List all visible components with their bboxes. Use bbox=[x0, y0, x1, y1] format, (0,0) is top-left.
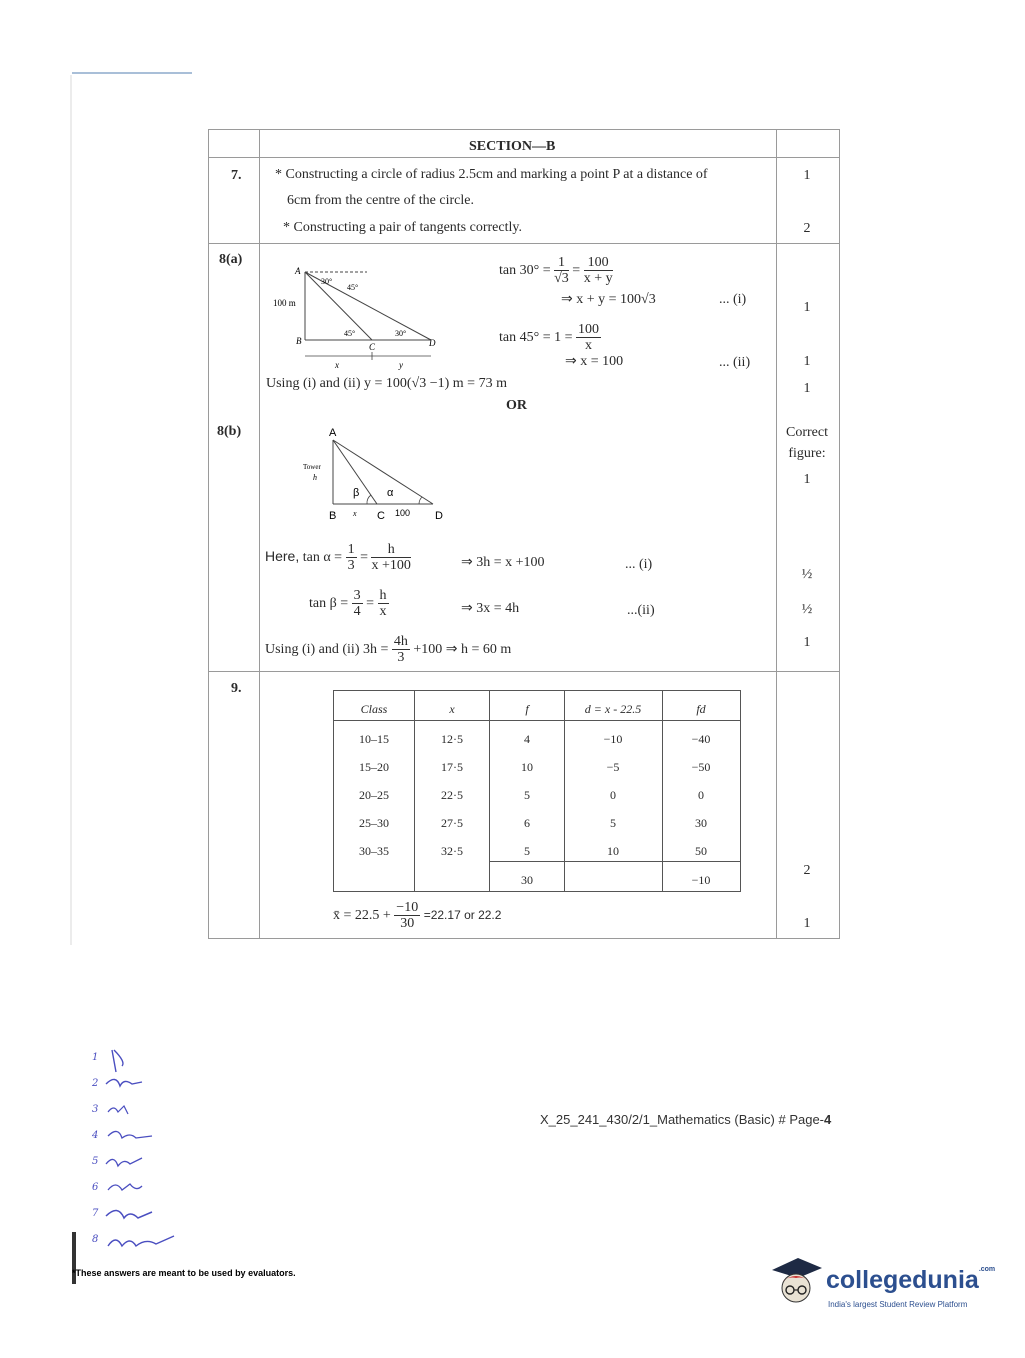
table-cell: 25–30 bbox=[359, 816, 389, 830]
table-cell: 0 bbox=[698, 788, 704, 802]
q8a-mark-2: 1 bbox=[803, 354, 811, 369]
q8b-using-suffix: +100 ⇒ h = 60 m bbox=[413, 642, 512, 658]
table-cell: 27·5 bbox=[441, 816, 463, 830]
header-d: d = x - 22.5 bbox=[584, 702, 642, 716]
brand-wordmark: collegedunia bbox=[826, 1266, 979, 1294]
q8b-mark-figure: 1 bbox=[803, 472, 811, 487]
header-fd: fd bbox=[696, 702, 706, 716]
q8b-label-B: B bbox=[329, 510, 337, 522]
table-cell: 30 bbox=[695, 816, 707, 830]
q8a-eq3-num: 100 bbox=[578, 322, 599, 337]
q8b-x-label: x bbox=[353, 509, 357, 518]
q8a-angle-30-top: 30° bbox=[321, 277, 333, 286]
q8a-label-C: C bbox=[369, 342, 376, 352]
table-cell: 10–15 bbox=[359, 732, 389, 746]
q8a-y-label: y bbox=[399, 360, 403, 370]
q8b-label-D: D bbox=[435, 510, 443, 522]
q8a-label-A: A bbox=[295, 266, 301, 276]
table-cell: 5 bbox=[610, 816, 616, 830]
table-cell: 50 bbox=[695, 844, 707, 858]
table-cell: 20–25 bbox=[359, 788, 389, 802]
q8b-mark-label-2: figure: bbox=[788, 446, 826, 461]
q8b-label-A: A bbox=[329, 427, 337, 439]
header-class: Class bbox=[360, 702, 388, 716]
q8b-ta-n1: 1 bbox=[347, 542, 355, 557]
table-cell: 0 bbox=[610, 788, 616, 802]
q8b-mark-half-2: ½ bbox=[801, 602, 813, 617]
column-divider-question bbox=[259, 130, 260, 938]
evaluator-number-6: 6 bbox=[92, 1182, 99, 1193]
q8a-eq1-f2-num: 100 bbox=[584, 255, 613, 271]
q8b-tb-d1: 4 bbox=[353, 604, 361, 620]
q7-line-3: * Constructing a pair of tangents correctly. bbox=[283, 220, 522, 235]
signature-scribbles bbox=[102, 1040, 186, 1260]
q8b-tan-beta: tan β = $\frac{3}{4}$ = $\frac{h}{x}$ bbox=[309, 588, 387, 620]
table-cell: 5 bbox=[524, 844, 530, 858]
q8a-eq4: ⇒ x = 100 bbox=[565, 354, 624, 369]
q8b-tower-label: Tower bbox=[303, 463, 321, 471]
q8b-ta-frac1 bbox=[346, 542, 357, 574]
header-row-divider bbox=[334, 720, 740, 721]
q8a-label-D: D bbox=[429, 338, 436, 348]
row-divider-q7 bbox=[209, 243, 839, 244]
q8a-mark-3: 1 bbox=[803, 381, 811, 396]
header-f: f bbox=[525, 702, 529, 716]
q8b-tb-d2: x bbox=[379, 604, 387, 620]
q8b-ta-tag: ... (i) bbox=[625, 557, 653, 572]
q8b-figure bbox=[293, 424, 453, 524]
brand-suffix: .com bbox=[978, 1266, 996, 1273]
table-cell: 12·5 bbox=[441, 732, 463, 746]
q8b-tb-result: ⇒ 3x = 4h bbox=[461, 601, 520, 616]
header-divider bbox=[209, 157, 839, 158]
q8b-tan-alpha: Here, tan α = $\frac{1}{3}$ = $\frac{h}{x +100}$ bbox=[265, 542, 411, 574]
q8b-using-num: 4h bbox=[393, 634, 408, 649]
q8b-mark-label-1: Correct bbox=[786, 425, 828, 440]
q8b-using-prefix: Using (i) and (ii) 3h = bbox=[265, 642, 389, 658]
q8a-label-B: B bbox=[296, 336, 302, 346]
table-cell: 15–20 bbox=[359, 760, 389, 774]
brand-name bbox=[826, 1266, 995, 1295]
q8a-eq3-den: x bbox=[585, 338, 592, 354]
q8a-eq2-tag: ... (i) bbox=[719, 292, 747, 307]
q8a-eq1-lhs: tan 30° = bbox=[499, 263, 551, 279]
q8a-eq3-lhs: tan 45° = 1 = bbox=[499, 330, 573, 346]
q9-mark-2: 1 bbox=[803, 916, 811, 931]
q8b-ta-d2: x +100 bbox=[371, 558, 411, 574]
q8a-figure bbox=[269, 262, 449, 372]
table-cell: 6 bbox=[524, 816, 530, 830]
q8a-eq1: tan 30° = $\frac{1}{√3}$ = $\frac{100}{x + y}$ bbox=[499, 255, 613, 287]
total-fd: −10 bbox=[691, 873, 711, 887]
brand-tagline: India's largest Student Review Platform bbox=[828, 1300, 968, 1309]
q7-line-2: 6cm from the centre of the circle. bbox=[287, 193, 474, 208]
q8b-h-label: h bbox=[313, 473, 317, 482]
evaluator-number-4: 4 bbox=[92, 1130, 99, 1141]
left-scan-edge bbox=[70, 75, 72, 945]
table-cell: 5 bbox=[524, 788, 530, 802]
question-number-8b: 8(b) bbox=[217, 424, 242, 439]
q9-mean-frac bbox=[394, 900, 420, 932]
q8b-ta-frac2 bbox=[371, 542, 410, 574]
top-rule bbox=[72, 72, 192, 74]
q8b-tb-frac2 bbox=[378, 588, 389, 620]
paper-code-text: X_25_241_430/2/1_Mathematics (Basic) # Page- bbox=[540, 1112, 825, 1127]
q8a-eq1-frac2 bbox=[584, 255, 613, 287]
table-cell: 32·5 bbox=[441, 844, 463, 858]
evaluator-number-1: 1 bbox=[92, 1052, 99, 1063]
evaluator-signatures bbox=[86, 1040, 186, 1260]
frequency-table bbox=[333, 690, 741, 892]
q8b-tan-beta-lhs: tan β = bbox=[309, 596, 349, 612]
table-cell: −10 bbox=[603, 732, 623, 746]
evaluator-number-3: 3 bbox=[92, 1104, 99, 1115]
q8b-tb-n2: h bbox=[379, 588, 387, 603]
evaluator-number-7: 7 bbox=[92, 1208, 99, 1219]
evaluator-note: *These answers are meant to be used by evaluators. bbox=[72, 1268, 296, 1278]
section-title: SECTION—B bbox=[469, 139, 556, 154]
table-cell: −5 bbox=[606, 760, 620, 774]
question-number-8a: 8(a) bbox=[219, 252, 243, 267]
q9-mark-1: 2 bbox=[803, 863, 811, 878]
marking-scheme-table bbox=[208, 129, 840, 939]
column-divider-marks bbox=[776, 130, 777, 938]
table-cell: −40 bbox=[691, 732, 711, 746]
or-label: OR bbox=[506, 398, 527, 413]
q8b-tb-tag: ...(ii) bbox=[627, 603, 655, 618]
q8b-using bbox=[265, 634, 511, 666]
q7-line-1: * Constructing a circle of radius 2.5cm and marking a point P at a distance of bbox=[275, 167, 708, 182]
q8b-ta-d1: 3 bbox=[347, 558, 355, 574]
q8a-angle-30: 30° bbox=[395, 329, 407, 338]
q8a-angle-45: 45° bbox=[344, 329, 356, 338]
q8a-x-label: x bbox=[335, 360, 339, 370]
q8b-using-den: 3 bbox=[397, 650, 405, 666]
q9-mean-result: =22.17 or 22.2 bbox=[423, 908, 502, 923]
q8b-tan-alpha-lhs: tan α = bbox=[302, 550, 343, 566]
col-divider-1 bbox=[414, 691, 415, 891]
q8b-mark-final: 1 bbox=[803, 635, 811, 650]
evaluator-number-5: 5 bbox=[92, 1156, 99, 1167]
q8a-angle-45-top: 45° bbox=[347, 283, 359, 292]
table-cell: −50 bbox=[691, 760, 711, 774]
header-x: x bbox=[449, 702, 455, 716]
q8b-here: Here, bbox=[265, 548, 300, 565]
evaluator-number-8: 8 bbox=[92, 1234, 99, 1245]
row-divider-q8 bbox=[209, 671, 839, 672]
q8a-eq1-f1-num: 1 bbox=[554, 255, 569, 271]
q8b-tb-n1: 3 bbox=[353, 588, 361, 603]
q8b-ta-n2: h bbox=[371, 542, 410, 558]
table-cell: 10 bbox=[607, 844, 619, 858]
table-cell: 22·5 bbox=[441, 788, 463, 802]
q9-mean bbox=[333, 900, 501, 932]
table-cell: 30–35 bbox=[359, 844, 389, 858]
q8b-mark-half-1: ½ bbox=[801, 567, 813, 582]
q8a-eq2: ⇒ x + y = 100√3 bbox=[561, 292, 656, 307]
q8b-ta-result: ⇒ 3h = x +100 bbox=[461, 555, 545, 570]
q8a-eq4-tag: ... (ii) bbox=[719, 355, 751, 370]
q8a-eq3-frac bbox=[576, 322, 601, 354]
paper-code bbox=[540, 1112, 831, 1127]
q8a-eq1-frac1 bbox=[554, 255, 569, 287]
q8a-height-label: 100 m bbox=[273, 298, 296, 308]
q8a-eq1-f1-den: √3 bbox=[554, 271, 569, 287]
evaluator-number-2: 2 bbox=[92, 1078, 99, 1089]
q8b-alpha: α bbox=[387, 487, 394, 499]
question-number-9: 9. bbox=[231, 681, 242, 696]
q8a-eq3 bbox=[499, 322, 601, 354]
q8b-100-label: 100 bbox=[395, 508, 411, 518]
q8a-mark-1: 1 bbox=[803, 300, 811, 315]
q9-mean-lhs: x̄ = 22.5 + bbox=[333, 908, 391, 924]
q8b-tb-frac1 bbox=[352, 588, 363, 620]
total-row-divider bbox=[489, 861, 740, 862]
q7-mark-1: 1 bbox=[803, 168, 811, 183]
total-f: 30 bbox=[521, 873, 533, 887]
table-cell: 10 bbox=[521, 760, 533, 774]
collegedunia-logo-icon bbox=[768, 1254, 824, 1310]
q8b-using-frac bbox=[392, 634, 410, 666]
q8a-eq1-f2-den: x + y bbox=[583, 271, 613, 287]
q7-mark-2: 2 bbox=[803, 221, 811, 236]
question-number-7: 7. bbox=[231, 168, 242, 183]
q8a-conclusion: Using (i) and (ii) y = 100(√3 −1) m = 73 m bbox=[266, 376, 507, 391]
q8b-beta: β bbox=[353, 487, 360, 499]
page-number: 4 bbox=[824, 1112, 832, 1127]
q8b-label-C: C bbox=[377, 510, 385, 522]
q9-mean-num: −10 bbox=[396, 900, 419, 915]
table-cell: 17·5 bbox=[441, 760, 463, 774]
q9-mean-den: 30 bbox=[400, 916, 415, 932]
table-cell: 4 bbox=[524, 732, 530, 746]
